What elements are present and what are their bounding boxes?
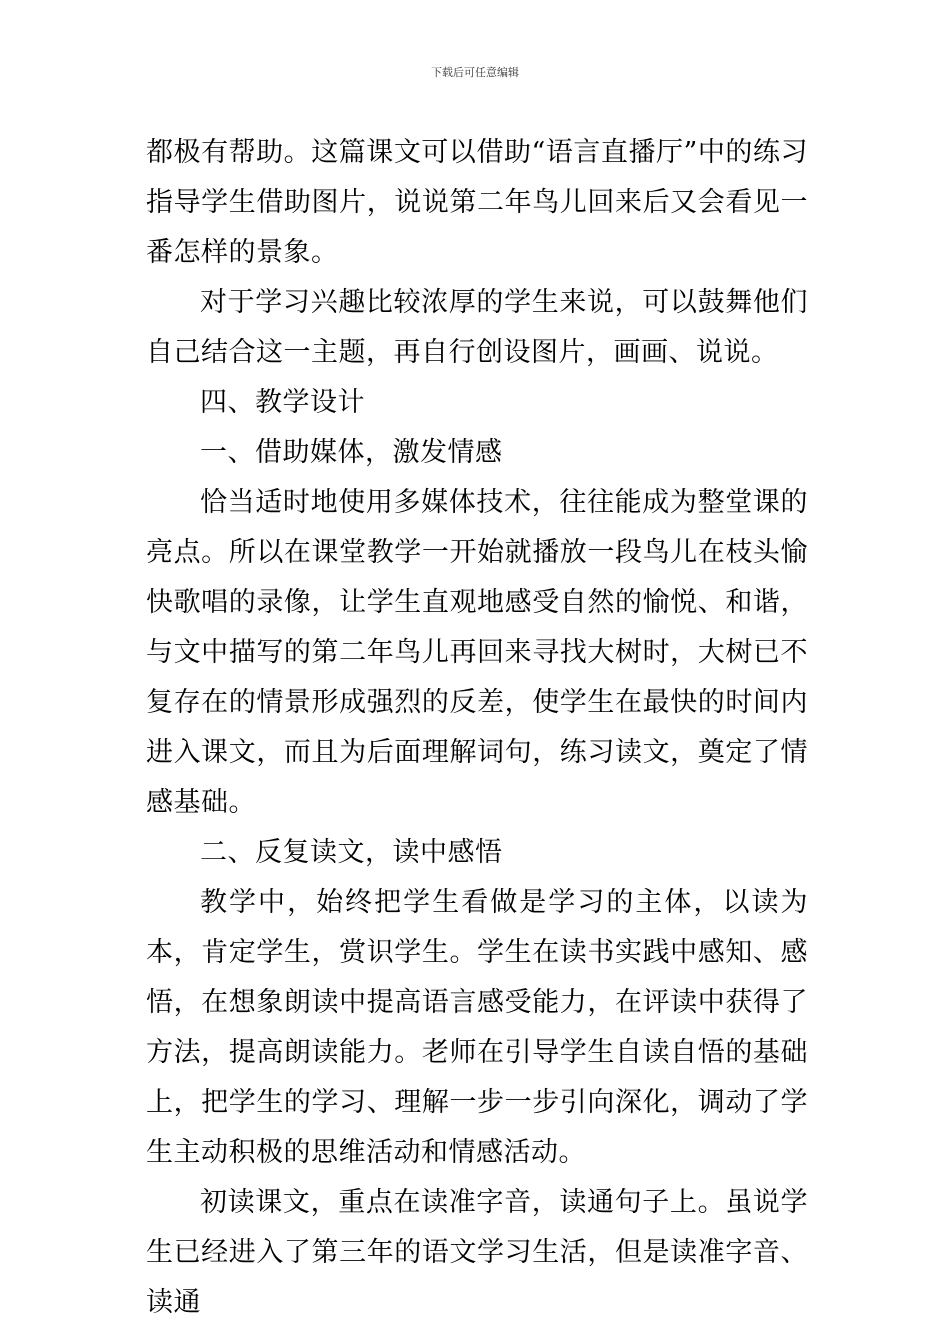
subsection-heading: 一、借助媒体，激发情感 <box>200 437 503 468</box>
paragraph: 初读课文，重点在读准字音，读通句子上。虽说学生已经进入了第三年的语文学习生活，但是读准字音、读通 <box>146 1187 808 1318</box>
subsection-heading: 二、反复读文，读中感悟 <box>200 837 503 868</box>
document-body <box>146 128 808 1328</box>
paragraph: 对于学习兴趣比较浓厚的学生来说，可以鼓舞他们自己结合这一主题，再自行创设图片，画画、说说。 <box>146 287 808 368</box>
paragraph-continuation: 都极有帮助。这篇课文可以借助“语言直播厅”中的练习指导学生借助图片，说说第二年鸟儿回来后又会看见一番怎样的景象。 <box>146 137 808 268</box>
paragraph: 教学中，始终把学生看做是学习的主体，以读为本，肯定学生，赏识学生。学生在读书实践中感知、感悟，在想象朗读中提高语言感受能力，在评读中获得了方法，提高朗读能力。老师在引导学生自读自悟的基础上，把学生的学习、理解一步一步引向深化，调动了学生主动积极的思维活动和情感活动。 <box>146 887 808 1168</box>
page-header: 下载后可任意编辑 <box>431 66 519 79</box>
paragraph: 恰当适时地使用多媒体技术，往往能成为整堂课的亮点。所以在课堂教学一开始就播放一段鸟儿在枝头愉快歌唱的录像，让学生直观地感受自然的愉悦、和谐，与文中描写的第二年鸟儿再回来寻找大树时，大树已不复存在的情景形成强烈的反差，使学生在最快的时间内进入课文，而且为后面理解词句，练习读文，奠定了情感基础。 <box>146 487 808 818</box>
section-heading: 四、教学设计 <box>200 387 365 418</box>
